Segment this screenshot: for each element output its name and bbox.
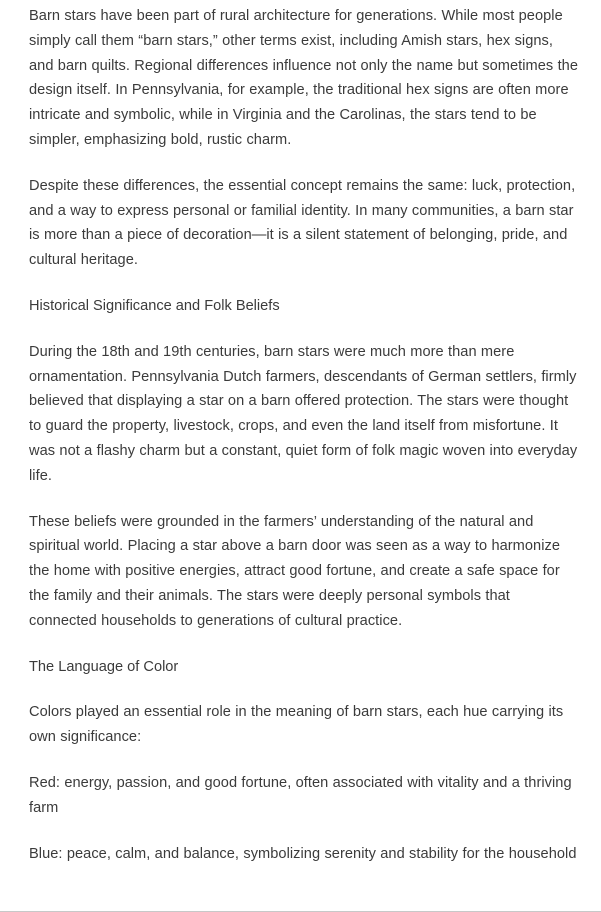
paragraph-color-red: Red: energy, passion, and good fortune, often associated with vitality and a thriving farm <box>29 774 572 816</box>
paragraph-intro: Barn stars have been part of rural architecture for generations. While most people simply call them “barn stars,” other terms exist, including Amish stars, hex signs, and barn quilts. Regional differences influence not only the name but sometimes the design itself. In Pennsylvania, for example, the traditional hex signs are often more intricate and symbolic, while in Virginia and the Carolinas, the stars tend to be simpler, emphasizing bold, rustic charm. <box>29 8 579 148</box>
paragraph-color-intro: Colors played an essential role in the meaning of barn stars, each hue carrying its own significance: <box>29 704 564 746</box>
section-heading-color: The Language of Color <box>29 658 179 675</box>
paragraph-concept: Despite these differences, the essential concept remains the same: luck, protection, and a way to express personal or familial identity. In many communities, a barn star is more than a piece of decoration—it is a silent statement of belonging, pride, and cultural heritage. <box>29 177 576 269</box>
paragraph-beliefs: These beliefs were grounded in the farmers’ understanding of the natural and spiritual world. Placing a star above a barn door was seen as a way to harmonize the home with positive energies, attract good fortune, and create a safe space for the family and their animals. The stars were deeply personal symbols that connected households to generations of cultural practice. <box>29 513 561 629</box>
paragraph-color-blue: Blue: peace, calm, and balance, symbolizing serenity and stability for the household <box>29 845 577 862</box>
section-heading-history: Historical Significance and Folk Beliefs <box>29 297 280 314</box>
paragraph-history: During the 18th and 19th centuries, barn stars were much more than mere ornamentation. Pennsylvania Dutch farmers, descendants of German settlers, firmly believed that displaying a star on a barn offered protection. The stars were thought to guard the property, livestock, crops, and even the land itself from misfortune. It was not a flashy charm but a constant, quiet form of folk magic woven into everyday life. <box>29 343 578 484</box>
article-body <box>29 4 579 887</box>
